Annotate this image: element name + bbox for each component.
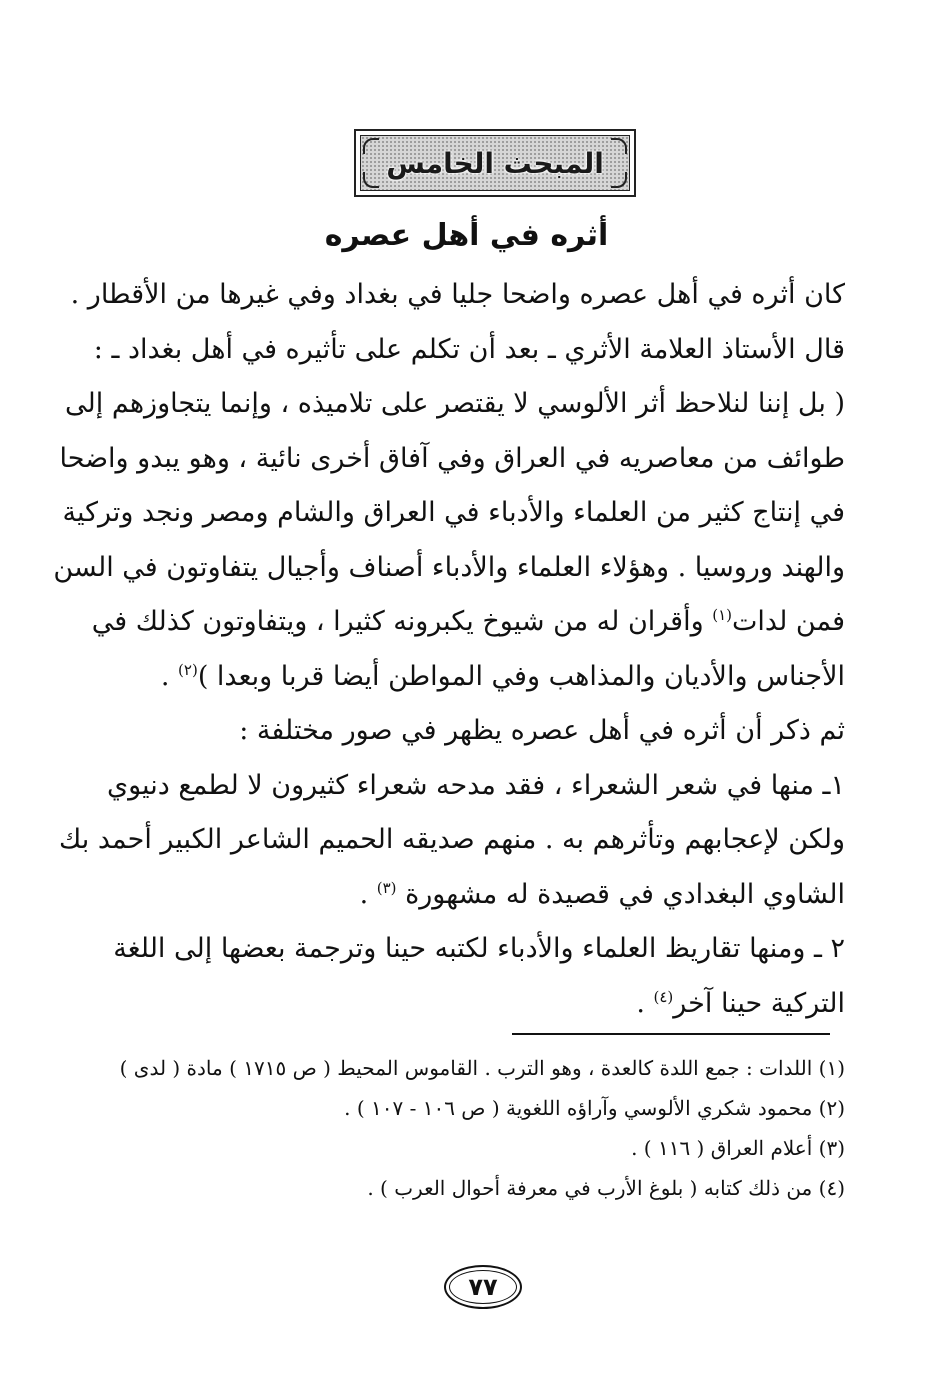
footnote-item: (٣) أعلام العراق ( ١١٦ ) . [631, 1136, 845, 1160]
text-line: ١ـ منها في شعر الشعراء ، فقد مدحه شعراء كثيرون لا لطمع دنيوي [106, 769, 845, 801]
body-text [53, 268, 845, 1031]
section-title: أثره في أهل عصره [324, 218, 609, 253]
text-line [120, 650, 845, 705]
chapter-header-title: المبحث الخامس [386, 146, 604, 180]
text-segment: وأقران له من شيوخ يكبرونه كثيرا ، ويتفاوتون كذلك في [91, 606, 704, 637]
text-line [120, 868, 845, 923]
text-segment: الشاوي البغدادي في قصيدة له مشهورة [405, 878, 845, 910]
text-segment: . [160, 660, 179, 692]
footnote-item: (٢) محمود شكري الألوسي وآراؤه اللغوية ( ص ١٠٦ - ١٠٧ ) . [344, 1096, 845, 1120]
text-segment: . [359, 878, 377, 910]
chapter-header-frame [354, 129, 636, 197]
frame-corner-ornament [611, 138, 627, 154]
text-line [120, 977, 845, 1032]
footnote-item: (٤) من ذلك كتابه ( بلوغ الأرب في معرفة أحوال العرب ) . [367, 1176, 845, 1200]
footnote-ref-3[interactable]: (٣) [376, 878, 397, 897]
text-line [91, 595, 845, 650]
text-line: كان أثره في أهل عصره واضحا جليا في بغداد وفي غيرها من الأقطار . [70, 279, 845, 310]
text-segment: الأجناس والأديان والمذاهب وفي المواطن أيضا قربا وبعدا ) [197, 660, 845, 692]
footnote-separator [512, 1033, 830, 1035]
text-line: ولكن لإعجابهم وتأثرهم به . منهم صديقه الحميم الشاعر الكبير أحمد بك [59, 824, 845, 855]
footnote-item: (١) اللدات : جمع اللدة كالعدة ، وهو الترب . القاموس المحيط ( ص ١٧١٥ ) مادة ( لدى ) [119, 1056, 845, 1080]
page-number [444, 1265, 522, 1309]
frame-corner-ornament [611, 172, 627, 188]
text-line: والهند وروسيا . وهؤلاء العلماء والأدباء أصناف وأجيال يتفاوتون في السن [53, 551, 845, 583]
text-line: طوائف من معاصريه في العراق وفي آفاق أخرى نائية ، وهو يبدو واضحا [59, 442, 845, 474]
text-line: قال الأستاذ العلامة الأثري ـ بعد أن تكلم على تأثيره في أهل بغداد ـ : [93, 333, 845, 365]
text-segment: التركية حينا آخر [673, 987, 845, 1019]
frame-corner-ornament [363, 172, 379, 188]
footnote-ref-2[interactable]: (٢) [178, 660, 198, 679]
footnotes [120, 1048, 845, 1208]
text-line: ثم ذكر أن أثره في أهل عصره يظهر في صور مختلفة : [239, 715, 845, 746]
chapter-header-panel [360, 135, 630, 191]
frame-corner-ornament [363, 138, 379, 154]
text-line: ٢ ـ ومنها تقاريظ العلماء والأدباء لكتبه حينا وترجمة بعضها إلى اللغة [113, 933, 845, 964]
text-segment: . [636, 987, 654, 1019]
text-line: في إنتاج كثير من العلماء والأدباء في العراق والشام ومصر ونجد وتركية [62, 497, 845, 528]
footnote-ref-4[interactable]: (٤) [653, 987, 674, 1006]
footnote-ref-1[interactable]: (١) [712, 606, 733, 624]
page-number-text: ٧٧ [468, 1273, 498, 1301]
text-segment: فمن لدات [732, 606, 845, 637]
text-line: ( بل إننا لنلاحظ أثر الألوسي لا يقتصر على تلاميذه ، وإنما يتجاوزهم إلى [65, 388, 845, 419]
